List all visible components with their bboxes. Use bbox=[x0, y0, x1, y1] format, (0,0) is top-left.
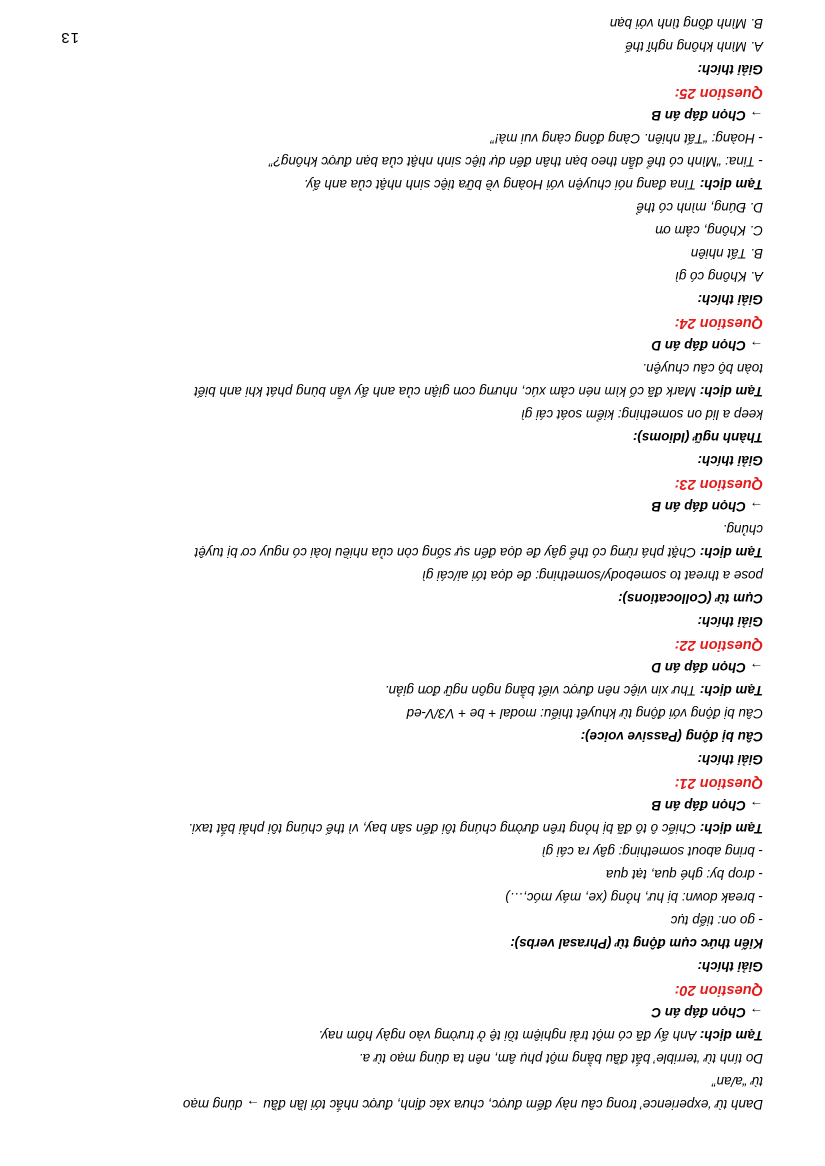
article-explanation-line: Danh từ ‘experience’ trong câu này đếm được, chưa xác định, được nhắc tới lần đầu → dùng mạo bbox=[182, 1097, 763, 1112]
translation-line bbox=[53, 817, 763, 840]
option-line: A. Không có gì bbox=[675, 269, 763, 284]
page-number: 13 bbox=[60, 29, 79, 46]
explanation-heading: Giải thích: bbox=[697, 453, 763, 468]
translation-label: Tạm dịch: bbox=[699, 545, 763, 560]
answer-line: → Chọn đáp án B bbox=[651, 108, 763, 123]
article-explanation-line: Do tính từ ‘terrible’ bắt đầu bằng một phụ âm, nên ta dùng mạo từ a. bbox=[358, 1051, 763, 1066]
topic-heading: Kiến thức cụm động từ (Phrasal verbs): bbox=[510, 936, 763, 951]
question-title: Question 23: bbox=[674, 476, 763, 492]
dialogue-line: - Tina: “Mình có thể dẫn theo bạn thân đến dự tiệc sinh nhật của bạn được không?” bbox=[269, 154, 763, 169]
answer-line: → Chọn đáp án D bbox=[651, 338, 763, 353]
dialogue-line: - Hoàng: “Tất nhiên. Càng đông càng vui mà!” bbox=[490, 131, 763, 146]
list-item: - break down: bị hư, hỏng (xe, máy móc,…) bbox=[505, 890, 763, 905]
translation-text: Chiếc ô tô đã bị hỏng trên đường chúng tôi đến sân bay, vì thế chúng tôi phải bắt taxi. bbox=[188, 821, 700, 836]
translation-label: Tạm dịch: bbox=[699, 683, 763, 698]
question-title: Question 25: bbox=[674, 85, 763, 101]
translation-line bbox=[53, 173, 763, 196]
topic-heading: Thành ngữ (Idioms): bbox=[632, 430, 763, 445]
question-title: Question 21: bbox=[674, 775, 763, 791]
translation-label: Tạm dịch: bbox=[699, 384, 763, 399]
topic-heading: Câu bị động (Passive voice): bbox=[580, 729, 763, 744]
answer-line: → Chọn đáp án C bbox=[651, 1005, 763, 1020]
translation-text: Chặt phá rừng có thể gây đe dọa đến sự sống còn của nhiều loài có nguy cơ bị tuyệt bbox=[194, 545, 700, 560]
translation-continuation: chủng. bbox=[722, 522, 763, 537]
option-line: A. Mình không nghĩ thế bbox=[625, 39, 763, 54]
translation-label: Tạm dịch: bbox=[699, 177, 763, 192]
article-explanation-line: từ “a/an” bbox=[712, 1074, 763, 1089]
translation-line bbox=[53, 1024, 763, 1047]
translation-label: Tạm dịch: bbox=[699, 1028, 763, 1043]
list-item: - drop by: ghé qua, tạt qua bbox=[605, 867, 763, 882]
option-line: C. Không, cảm ơn bbox=[655, 223, 763, 238]
explanation-heading: Giải thích: bbox=[697, 614, 763, 629]
translation-line bbox=[53, 380, 763, 403]
answer-explanations bbox=[53, 12, 763, 1116]
translation-text: Mark đã cố kìm nén cảm xúc, nhưng cơn giận của anh ấy vẫn bùng phát khi anh biết bbox=[194, 384, 700, 399]
answer-line: → Chọn đáp án B bbox=[651, 499, 763, 514]
question-title: Question 24: bbox=[674, 315, 763, 331]
answer-line: → Chọn đáp án D bbox=[651, 660, 763, 675]
list-item: - bring about something: gây ra cái gì bbox=[541, 844, 763, 859]
option-line: D. Đúng, mình có thể bbox=[636, 200, 763, 215]
question-title: Question 22: bbox=[674, 637, 763, 653]
rule-line: pose a threat to somebody/something: đe dọa tới ai/cái gì bbox=[422, 568, 763, 583]
option-line: B. Mình đồng tình với bạn bbox=[609, 16, 763, 31]
topic-heading: Cụm từ (Collocations): bbox=[618, 591, 763, 606]
list-item: - go on: tiếp tục bbox=[670, 913, 763, 928]
explanation-heading: Giải thích: bbox=[697, 752, 763, 767]
translation-continuation: toàn bộ câu chuyện. bbox=[642, 361, 763, 376]
answer-line: → Chọn đáp án B bbox=[651, 798, 763, 813]
translation-line bbox=[53, 541, 763, 564]
explanation-heading: Giải thích: bbox=[697, 292, 763, 307]
translation-text: Tina đang nói chuyện với Hoàng về bữa tiệc sinh nhật của anh ấy. bbox=[303, 177, 700, 192]
translation-text: Thư xin việc nên được viết bằng ngôn ngữ đơn giản. bbox=[384, 683, 700, 698]
explanation-heading: Giải thích: bbox=[697, 62, 763, 77]
translation-line bbox=[53, 679, 763, 702]
explanation-heading: Giải thích: bbox=[697, 959, 763, 974]
rule-line: Câu bị động với động từ khuyết thiếu: modal + be + V3/V-ed bbox=[406, 706, 763, 721]
option-line: B. Tất nhiên bbox=[690, 246, 763, 261]
question-title: Question 20: bbox=[674, 982, 763, 998]
rule-line: keep a lid on something: kiểm soát cái gì bbox=[521, 407, 763, 422]
translation-label: Tạm dịch: bbox=[699, 821, 763, 836]
translation-text: Anh ấy đã có một trải nghiệm tồi tệ ở trường vào ngày hôm nay. bbox=[318, 1028, 700, 1043]
